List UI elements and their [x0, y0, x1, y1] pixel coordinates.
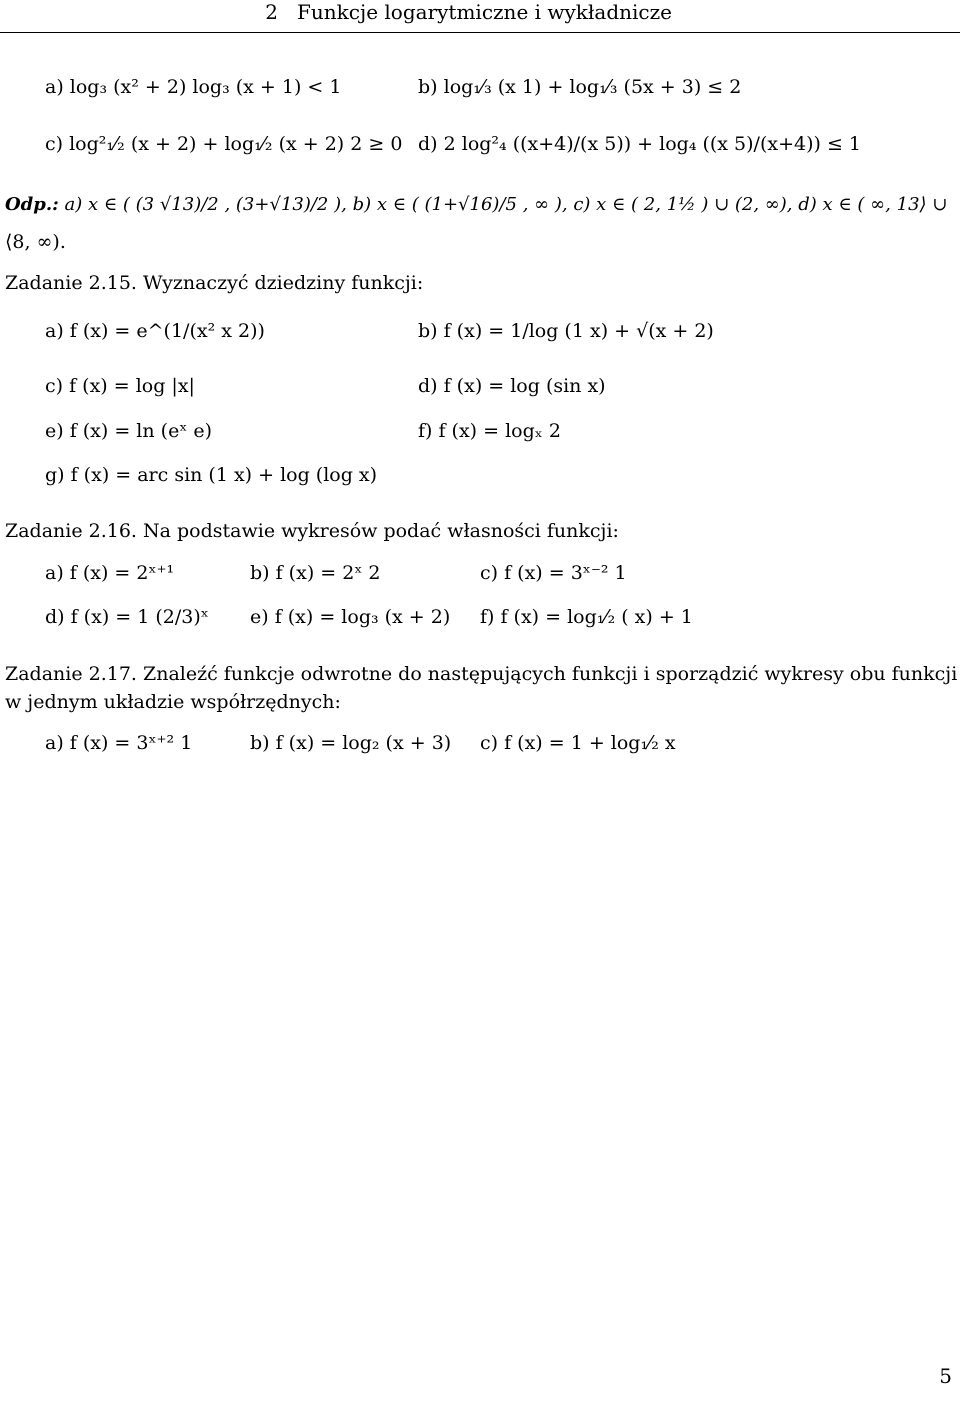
task-2-17-label: Zadanie 2.17. [5, 663, 137, 685]
answer-label: Odp.: [5, 194, 59, 215]
ineq-b [418, 78, 741, 97]
task-2-15-a [45, 322, 265, 341]
task-2-15-e [45, 422, 212, 441]
task-2-16-a-text: a) f (x) = 2ˣ⁺¹ [45, 562, 175, 584]
task-2-16-b-text: b) f (x) = 2ˣ 2 [250, 562, 381, 584]
task-2-17-b-text: b) f (x) = log₂ (x + 3) [250, 732, 452, 754]
task-2-17-a [45, 734, 192, 753]
ineq-a-text: a) log₃ (x² + 2) log₃ (x + 1) < 1 [45, 76, 342, 98]
ineq-c [45, 135, 402, 154]
task-2-17-heading-cont [5, 693, 341, 712]
task-2-17-c [480, 734, 676, 753]
task-2-16-d-text: d) f (x) = 1 (2/3)ˣ [45, 606, 209, 628]
task-2-16-heading [5, 522, 619, 541]
task-2-16-c [480, 564, 627, 583]
task-2-16-a [45, 564, 174, 583]
chapter-title: Funkcje logarytmiczne i wykładnicze [297, 0, 672, 24]
chapter-number: 2 [265, 0, 278, 24]
answer-text-2: ⟨8, ∞). [5, 231, 66, 253]
task-2-15-f-text: f) f (x) = logₓ 2 [418, 420, 561, 442]
task-2-16-text: Na podstawie wykresów podać własności funkcji: [143, 520, 619, 542]
answer-text-1: a) x ∈ ( (3 √13)/2 , (3+√13)/2 ), b) x ∈ ( (1+√16)/5 , ∞ ), c) x ∈ ( 2, 1½ ) ∪ (2, ∞), d) x ∈ ( ∞, 13⟩ ∪ [64, 194, 948, 215]
task-2-15-d-text: d) f (x) = log (sin x) [418, 375, 606, 397]
header-text [265, 2, 672, 22]
task-2-15-c [45, 377, 195, 396]
ineq-d-text: d) 2 log²₄ ((x+4)/(x 5)) + log₄ ((x 5)/(x+4)) ≤ 1 [418, 133, 862, 155]
task-2-16-e-text: e) f (x) = log₃ (x + 2) [250, 606, 451, 628]
header-rule [0, 32, 960, 33]
task-2-17-b [250, 734, 451, 753]
task-2-15-a-text: a) f (x) = e^(1/(x² x 2)) [45, 320, 265, 342]
ineq-c-text: c) log²₁⁄₂ (x + 2) + log₁⁄₂ (x + 2) 2 ≥ 0 [45, 133, 403, 155]
task-2-15-e-text: e) f (x) = ln (eˣ e) [45, 420, 213, 442]
task-2-17-text-1: Znaleźć funkcje odwrotne do następujących funkcji i sporządzić wykresy obu funkcji [143, 663, 958, 685]
task-2-17-heading [5, 665, 957, 684]
task-2-15-heading [5, 274, 423, 293]
page-number: 5 [939, 1364, 952, 1388]
task-2-16-f [480, 608, 693, 627]
task-2-15-b-text: b) f (x) = 1/log (1 x) + √(x + 2) [418, 320, 714, 342]
task-2-16-e [250, 608, 450, 627]
task-2-16-label: Zadanie 2.16. [5, 520, 137, 542]
ineq-b-text: b) log₁⁄₃ (x 1) + log₁⁄₃ (5x + 3) ≤ 2 [418, 76, 742, 98]
task-2-16-d [45, 608, 209, 627]
running-header [0, 0, 960, 34]
task-2-16-b [250, 564, 381, 583]
task-2-16-f-text: f) f (x) = log₁⁄₂ ( x) + 1 [480, 606, 693, 628]
answer-line-2 [5, 233, 66, 252]
task-2-15-b [418, 322, 714, 341]
task-2-15-d [418, 377, 606, 396]
answer-line-1 [5, 196, 947, 214]
ineq-a [45, 78, 341, 97]
ineq-d [418, 135, 861, 154]
task-2-15-label: Zadanie 2.15. [5, 272, 137, 294]
task-2-16-c-text: c) f (x) = 3ˣ⁻² 1 [480, 562, 627, 584]
task-2-17-c-text: c) f (x) = 1 + log₁⁄₂ x [480, 732, 676, 754]
task-2-15-f [418, 422, 561, 441]
task-2-15-g [45, 466, 377, 485]
task-2-15-c-text: c) f (x) = log |x| [45, 375, 195, 397]
task-2-15-text: Wyznaczyć dziedziny funkcji: [143, 272, 424, 294]
task-2-17-a-text: a) f (x) = 3ˣ⁺² 1 [45, 732, 193, 754]
task-2-15-g-text: g) f (x) = arc sin (1 x) + log (log x) [45, 464, 378, 486]
task-2-17-text-2: w jednym układzie współrzędnych: [5, 691, 341, 713]
